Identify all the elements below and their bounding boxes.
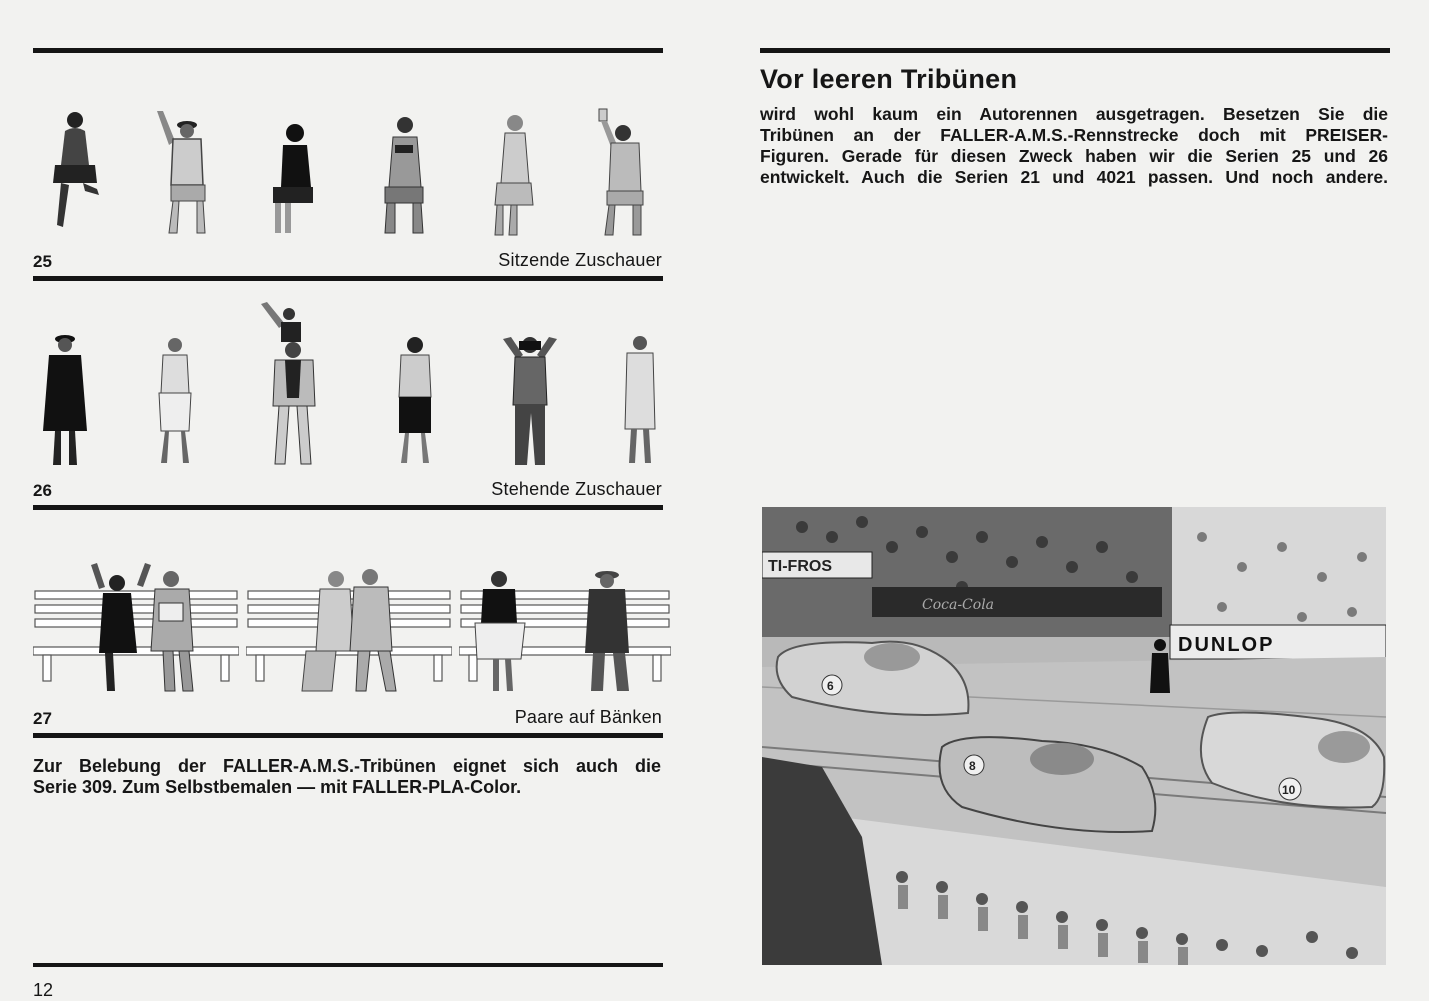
rule-series-25: [33, 276, 663, 281]
seated-woman-figure: [35, 105, 115, 240]
standing-woman-shading-eyes-figure: [385, 333, 445, 468]
page-number: 12: [33, 980, 54, 1000]
body-line: Figuren. Gerade für diesen Zweck haben wir die Serien 25 und 26: [760, 146, 1388, 166]
series-25-number: 25: [33, 252, 52, 271]
article-body: [760, 104, 1388, 188]
bench-couple-1: [33, 557, 239, 695]
body-line: Tribünen an der FALLER-A.M.S.-Rennstrecke doch mit PREISER-: [760, 125, 1388, 145]
series-26-caption: Stehende Zuschauer: [491, 479, 662, 499]
series-26-number: 26: [33, 481, 52, 500]
article-title: Vor leeren Tribünen: [760, 64, 1018, 94]
seated-man-binoculars-figure: [365, 105, 445, 240]
seated-man-raising-glass-figure: [585, 105, 665, 240]
series-25-figures: [35, 100, 665, 240]
race-track-scene: [762, 507, 1386, 965]
race-track-photo: [762, 507, 1386, 965]
series-27-number: 27: [33, 709, 52, 728]
rule-series-26: [33, 505, 663, 510]
seated-woman-dark-figure: [255, 105, 335, 240]
top-rule-right: [760, 48, 1390, 53]
series-27-caption: Paare auf Bänken: [514, 707, 662, 727]
standing-woman-skirt-figure: [145, 333, 205, 468]
top-rule-left: [33, 48, 663, 53]
car-3-number: 10: [1282, 783, 1296, 797]
bench-couple-3: [459, 557, 671, 695]
note-line: Zur Belebung der FALLER-A.M.S.-Tribünen eignet sich auch die: [33, 756, 661, 776]
series-27-figures: [33, 555, 671, 695]
car-2-number: 8: [969, 759, 976, 773]
car-1-number: 6: [827, 679, 834, 693]
seated-man-waving-figure: [145, 105, 225, 240]
note-paragraph: [33, 756, 661, 798]
series-25-caption: Sitzende Zuschauer: [498, 250, 662, 270]
banner-right-text: DUNLOP: [1178, 634, 1275, 656]
note-line: Serie 309. Zum Selbstbemalen — mit FALLER-PLA-Color.: [33, 777, 522, 797]
bench-couple-2: [246, 557, 452, 695]
bottom-rule-left: [33, 963, 663, 967]
series-26-figures: [35, 298, 665, 468]
standing-woman-coat-figure: [615, 333, 665, 468]
standing-man-binoculars-figure: [495, 333, 565, 468]
banner-mid-text: Coca-Cola: [922, 597, 995, 613]
standing-man-coat-figure: [35, 333, 95, 468]
body-line: wird wohl kaum ein Autorennen ausgetragen. Besetzen Sie die: [760, 104, 1388, 124]
body-line: entwickelt. Auch die Serien 21 und 4021 passen. Und noch andere.: [760, 167, 1388, 187]
seated-woman-drinking-figure: [475, 105, 555, 240]
rule-series-27: [33, 733, 663, 738]
man-with-child-on-shoulders-figure: [255, 298, 335, 468]
banner-left-text: TI-FROS: [768, 558, 832, 575]
